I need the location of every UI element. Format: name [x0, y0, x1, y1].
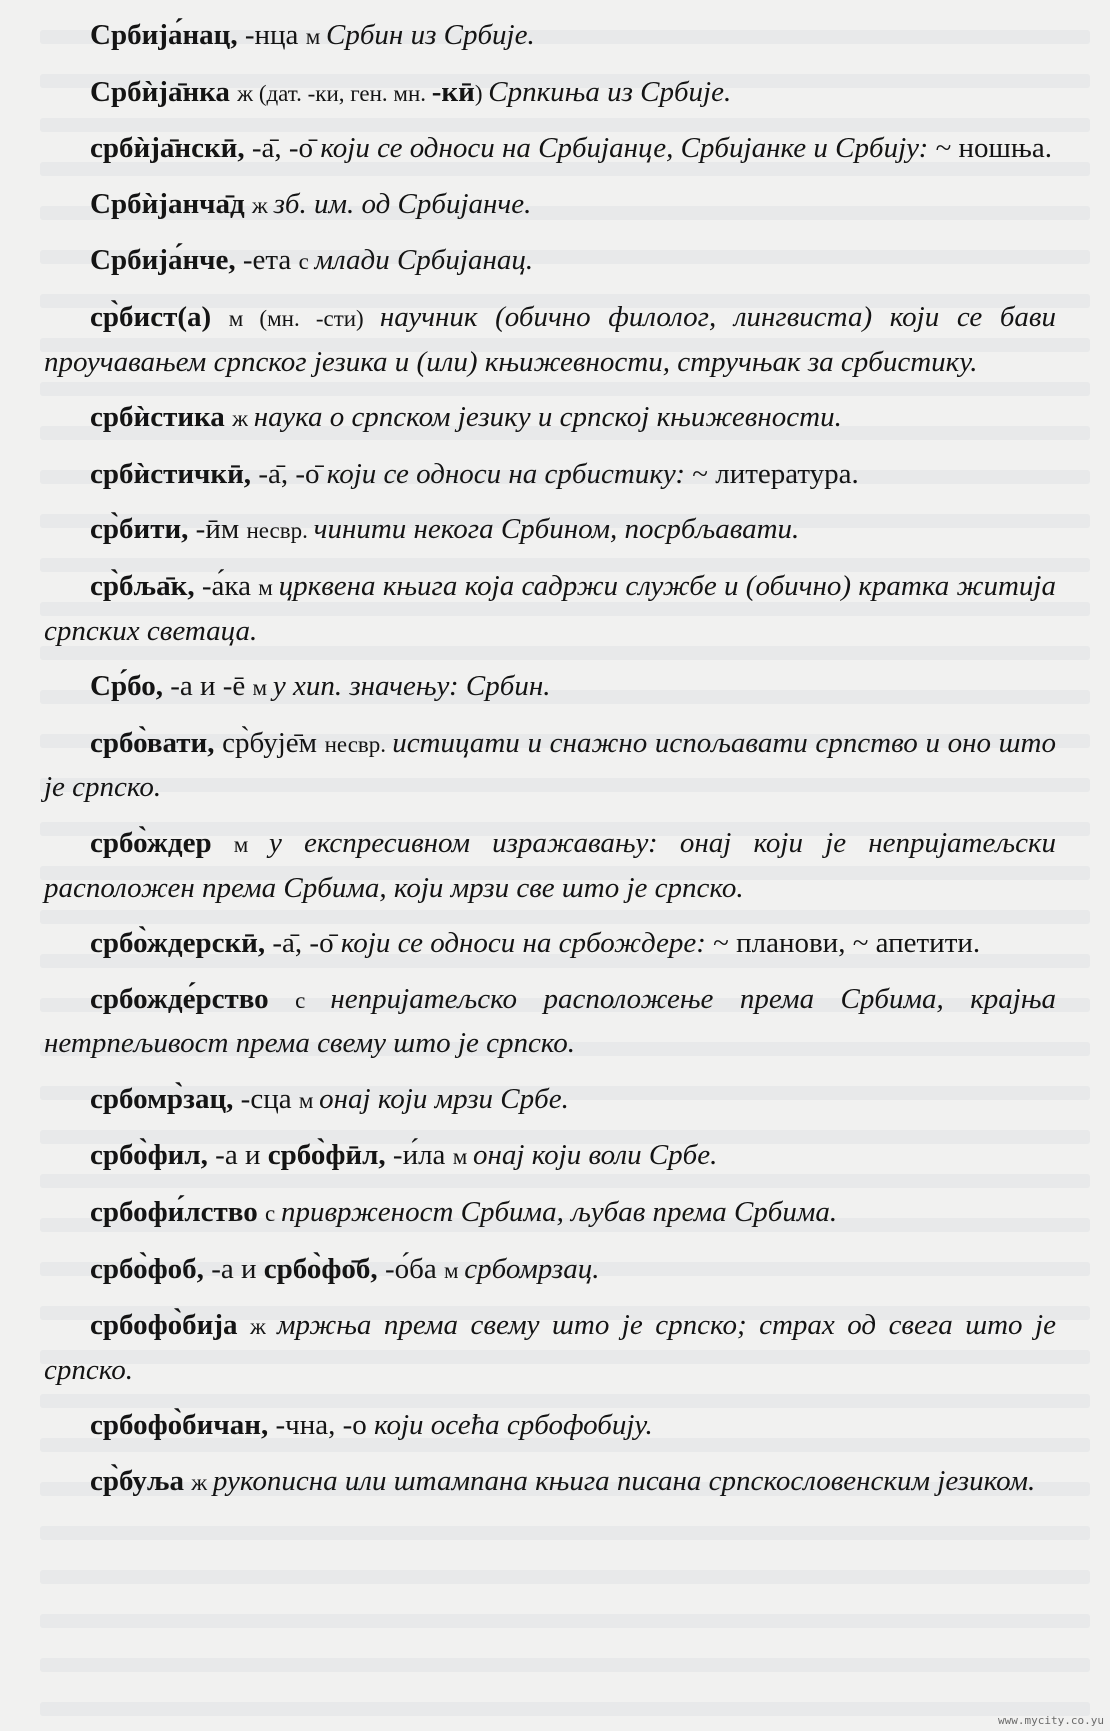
- headword: ср̀буља: [90, 1465, 192, 1498]
- headword: србо̀фо̄б,: [263, 1252, 385, 1285]
- form-text: -ета: [242, 244, 299, 277]
- form-text: -чна, -о: [275, 1409, 375, 1442]
- definition: мржња према свему што је српско; страх од свега што је српско.: [44, 1309, 1056, 1386]
- grammar-label: ж: [191, 1470, 213, 1496]
- dictionary-entry: [44, 396, 1056, 441]
- form-text: -и́ла: [392, 1139, 453, 1172]
- form-text: -а и: [211, 1252, 264, 1285]
- headword: Србѝјанча̄д: [90, 187, 252, 220]
- grammar-label: ): [474, 80, 489, 106]
- form-text: -о́ба: [384, 1252, 444, 1285]
- headword: србо̀фоб,: [90, 1252, 212, 1285]
- definition: онај који мрзи Србе.: [319, 1082, 569, 1115]
- headword: србомр̀зац,: [90, 1082, 241, 1115]
- dictionary-entry: [44, 665, 1056, 710]
- grammar-label: м: [305, 24, 326, 49]
- headword: србо̀ждер: [90, 826, 234, 859]
- grammar-label: м (мн. -сти): [228, 305, 380, 331]
- dictionary-entry: [44, 822, 1056, 910]
- grammar-label: ж (дат. -ки, ген. мн.: [237, 80, 432, 106]
- dictionary-entry: [44, 1078, 1056, 1123]
- dictionary-entry: [44, 722, 1056, 810]
- form-text: ср̀бује̄м: [222, 726, 325, 759]
- definition: научник (обично филолог, лингвиста) који се бави проучавањем српског језика и (или) књижевности, стручњак за србистику.: [44, 300, 1057, 378]
- headword: србо̀фӣл,: [267, 1139, 393, 1172]
- headword: ср̀бља̄к,: [90, 569, 202, 602]
- grammar-label: с: [265, 1201, 281, 1227]
- headword: Ср́бо,: [90, 670, 171, 703]
- dictionary-entry: [44, 453, 1056, 497]
- definition: истицати и снажно испољавати српство и оно што је српско.: [44, 726, 1056, 804]
- dictionary-entry: [44, 14, 1056, 59]
- dictionary-entry: [44, 296, 1056, 384]
- definition: који се односи на србождере:: [340, 927, 714, 960]
- headword: србѝстика: [90, 401, 233, 434]
- dictionary-entry: [44, 239, 1056, 284]
- dictionary-entry: [44, 1460, 1056, 1505]
- bleed-line: [40, 1570, 1090, 1584]
- headword: ср̀бист(а): [90, 300, 229, 333]
- form-text: ~ планови, ~ апетити.: [713, 927, 981, 960]
- headword: србофо̀бичан,: [90, 1409, 276, 1442]
- definition: наука о српском језику и српској књижевности.: [253, 401, 842, 434]
- grammar-label: м: [443, 1257, 465, 1283]
- grammar-label: м: [252, 675, 273, 701]
- definition: зб. им. од Србијанче.: [273, 187, 532, 220]
- dictionary-entry: [44, 127, 1056, 171]
- definition: црквена књига која садржи службе и (обично) кратка житија српских светаца.: [44, 569, 1056, 647]
- grammar-label: м: [233, 831, 269, 857]
- definition: привржeност Србима, љубав према Србима.: [280, 1196, 838, 1229]
- definition: који се односи на Србијанце, Србијанке и Србију:: [320, 132, 936, 165]
- dictionary-page: [44, 14, 1056, 1517]
- grammar-label: с: [298, 249, 315, 275]
- definition: у експресивном изражавању: онај који је непријатељски расположен према Србима, који мрзи све што је српско.: [44, 826, 1057, 904]
- form-text: -сца: [240, 1082, 299, 1115]
- grammar-label: ж: [251, 192, 274, 218]
- definition: који се односи на србистику:: [326, 457, 693, 490]
- dictionary-entry: [44, 565, 1056, 653]
- form-text: ~ литература.: [692, 457, 859, 490]
- bleed-line: [40, 1658, 1090, 1672]
- dictionary-entry: [44, 71, 1056, 116]
- definition: Србин из Србије.: [326, 19, 535, 51]
- headword: Србија́нче,: [90, 244, 243, 277]
- grammar-label: м: [452, 1144, 473, 1170]
- headword: србѝја̄нскӣ,: [90, 132, 252, 165]
- headword: србо̀ждерскӣ,: [90, 927, 273, 960]
- definition: онај који воли Србе.: [473, 1139, 718, 1172]
- definition: у хип. значењу: Србин.: [272, 670, 551, 703]
- bleed-line: [40, 1614, 1090, 1628]
- form-text: -нца: [244, 19, 306, 51]
- headword: србѝстичкӣ,: [90, 457, 259, 490]
- definition: рукописна или штампана књига писана српскословенским језиком.: [212, 1465, 1036, 1498]
- dictionary-entry: [44, 1134, 1056, 1179]
- dictionary-entry: [44, 978, 1056, 1066]
- form-text: -а́ка: [201, 569, 259, 602]
- definition: непријатељско расположење према Србима, крајња нетрпељивост према свему што је српско.: [44, 982, 1056, 1060]
- definition: србомрзац.: [464, 1252, 600, 1285]
- grammar-label: с: [295, 987, 331, 1013]
- headword: србофо̀бија: [90, 1309, 251, 1342]
- form-text: -а и -ē: [170, 670, 253, 703]
- headword: србофи́лство: [90, 1196, 265, 1229]
- definition: Српкиња из Србије.: [488, 75, 732, 108]
- headword: србожде́рство: [90, 982, 296, 1015]
- form-text: -а̄, -о̄: [258, 457, 327, 490]
- watermark-url: www.mycity.co.yu: [998, 1714, 1104, 1727]
- dictionary-entry: [44, 922, 1056, 966]
- headword: србо̀вати,: [90, 726, 223, 759]
- dictionary-entry: [44, 1404, 1056, 1448]
- dictionary-entry: [44, 183, 1056, 228]
- grammar-label: несвр.: [246, 518, 314, 544]
- headword: Србија́нац,: [90, 19, 245, 51]
- grammar-label: м: [298, 1087, 320, 1113]
- form-text: -ӣм: [195, 513, 247, 546]
- headword: ср̀бити,: [90, 513, 196, 546]
- definition: који осећа србофобију.: [374, 1409, 653, 1442]
- grammar-label: ж: [232, 406, 254, 432]
- bleed-line: [40, 1702, 1090, 1716]
- definition: чинити некога Србином, посрбљавати.: [313, 513, 800, 546]
- form-text: -а̄, -о̄: [251, 132, 321, 165]
- grammar-label: м: [258, 574, 279, 600]
- grammar-label: ж: [250, 1314, 277, 1340]
- headword: -кӣ: [431, 75, 475, 108]
- headword: србо̀фил,: [90, 1139, 216, 1172]
- form-text: ~ ношња.: [935, 132, 1052, 165]
- definition: млади Србијанац.: [314, 244, 534, 277]
- form-text: -а̄, -о̄: [272, 927, 341, 960]
- bleed-line: [40, 1526, 1090, 1540]
- dictionary-entry: [44, 1248, 1056, 1293]
- dictionary-entry: [44, 508, 1056, 553]
- grammar-label: несвр.: [324, 731, 393, 757]
- dictionary-entry: [44, 1304, 1056, 1392]
- headword: Србѝја̄нка: [90, 75, 238, 108]
- dictionary-entry: [44, 1191, 1056, 1236]
- form-text: -а и: [215, 1139, 268, 1172]
